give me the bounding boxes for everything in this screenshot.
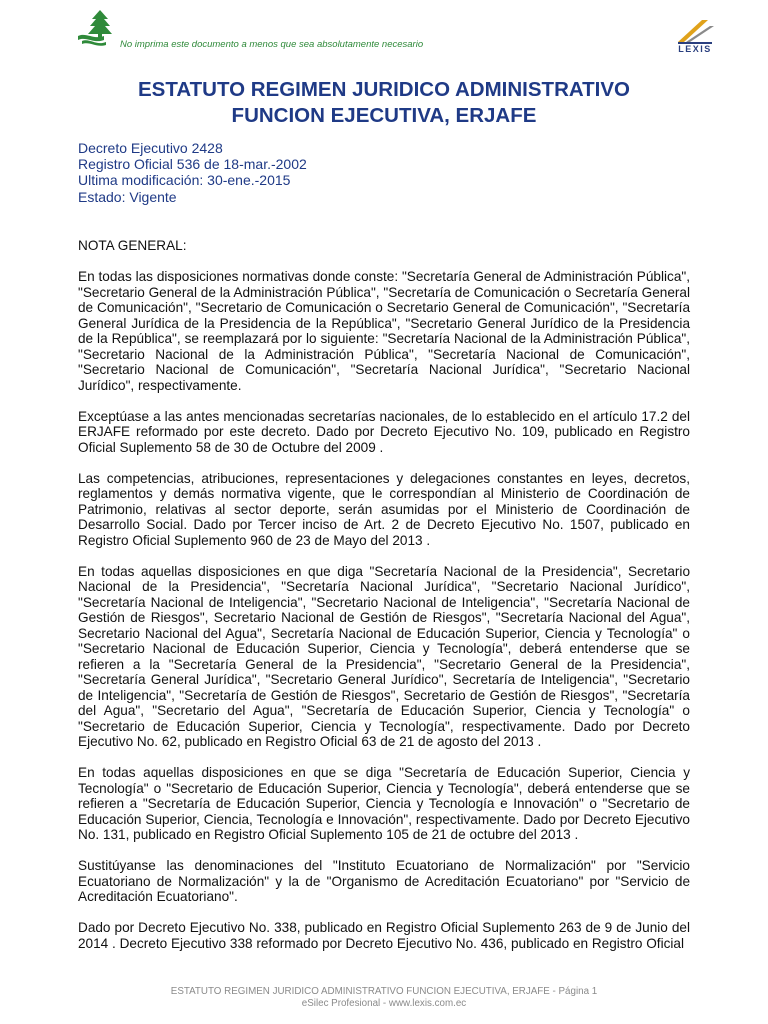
paragraph: En todas las disposiciones normativas donde conste: "Secretaría General de Administración Pública", "Secretario General de la Administración Pública", "Secretaría de Comunicación o Secretaría General de Comunicación", "Secretario de Comunicación o Secretario General de Comunicación", "Secretaría General Jurídica de la Presidencia de la República", "Secretario General Jurídico de la Presidencia de la República", se reemplazará por lo siguiente: "Secretaría Nacional de la Administración Pública", "Secretario Nacional de la Administración Pública", "Secretaría Nacional de Comunicación", "Secretario Nacional de Comunicación", "Secretaría Nacional Jurídica", "Secretario Nacional Jurídico", respectivamente. bbox=[78, 269, 690, 393]
paragraph: Exceptúase a las antes mencionadas secretarías nacionales, de lo establecido en el artículo 17.2 del ERJAFE reformado por este decreto. Dado por Decreto Ejecutivo No. 109, publicado en Registro Oficial Suplemento 58 de 30 de Octubre del 2009 . bbox=[78, 408, 690, 455]
lexis-brand: LEXIS bbox=[678, 44, 712, 54]
footer-source: eSilec Profesional - www.lexis.com.ec bbox=[301, 997, 467, 1009]
title-line-2: FUNCION EJECUTIVA, ERJAFE bbox=[231, 104, 537, 127]
paragraph: Sustitúyanse las denominaciones del "Instituto Ecuatoriano de Normalización" por "Servicio Ecuatoriano de Normalización" y la de "Organismo de Acreditación Ecuatoriano" por "Servicio de Acreditación Ecuatoriano". bbox=[78, 858, 690, 904]
footer-title: ESTATUTO REGIMEN JURIDICO ADMINISTRATIVO FUNCION EJECUTIVA, ERJAFE - Página 1 bbox=[170, 986, 598, 997]
print-notice: No imprima este documento a menos que sea absolutamente necesario bbox=[120, 39, 424, 50]
document-title bbox=[78, 77, 690, 129]
page-header bbox=[78, 10, 438, 52]
last-modified: Ultima modificación: 30-ene.-2015 bbox=[78, 172, 291, 189]
paragraph: En todas aquellas disposiciones en que diga "Secretaría Nacional de la Presidencia", Secretario Nacional de la Presidencia", "Secretaría Nacional Jurídica", "Secretario Nacional Jurídico", "Secretaría Nacional de Inteligencia", "Secretario Nacional de Inteligencia", "Secretaría Nacional de Gestión de Riesgos", Secretario Nacional de Gestión de Riesgos", "Secretaría Nacional del Agua", Secretario Nacional del Agua", Secretaría Nacional de Educación Superior, Ciencia y Tecnología" o "Secretario Nacional de Educación Superior, Ciencia y Tecnología", deberá entenderse que se refieren a la "Secretaría General de la Presidencia", "Secretario General de la Presidencia", "Secretaría General Jurídica", "Secretario General Jurídico", Secretaría de Inteligencia", "Secretario de Inteligencia", "Secretaría de Gestión de Riesgos", Secretario de Gestión de Riesgos", "Secretaría del Agua", "Secretario del Agua", "Secretaría de Educación Superior, Ciencia y Tecnología" o "Secretario de Educación Superior, Ciencia y Tecnología", respectivamente. Dado por Decreto Ejecutivo No. 62, publicado en Registro Oficial 63 de 21 de agosto del 2013 . bbox=[78, 563, 690, 749]
page-footer bbox=[0, 986, 768, 1009]
decree-number: Decreto Ejecutivo 2428 bbox=[78, 140, 223, 156]
document-body bbox=[78, 238, 690, 967]
registry-info: Registro Oficial 536 de 18-mar.-2002 bbox=[78, 156, 307, 173]
paragraph: Las competencias, atribuciones, representaciones y delegaciones constantes en leyes, decretos, reglamentos y demás normativa vigente, que le correspondían al Ministerio de Coordinación de Patrimonio, relativas al sector deporte, serán asumidas por el Ministerio de Coordinación de Desarrollo Social. Dado por Tercer inciso de Art. 2 de Decreto Ejecutivo No. 1507, publicado en Registro Oficial Suplemento 960 de 23 de Mayo del 2013 . bbox=[78, 470, 690, 548]
status: Estado: Vigente bbox=[78, 188, 177, 205]
section-heading: NOTA GENERAL: bbox=[78, 238, 187, 253]
tree-icon bbox=[78, 10, 114, 48]
document-metadata bbox=[78, 140, 307, 205]
paragraph: En todas aquellas disposiciones en que se diga "Secretaría de Educación Superior, Ciencia y Tecnología" o "Secretario de Educación Superior, Ciencia y Tecnología", deberá entenderse que se refieren a "Secretaría de Educación Superior, Ciencia y Tecnología e Innovación" o "Secretario de Educación Superior, Ciencia, Tecnología e Innovación", respectivamente. Dado por Decreto Ejecutivo No. 131, publicado en Registro Oficial Suplemento 105 de 21 de octubre del 2013 . bbox=[78, 765, 690, 842]
paragraph: Dado por Decreto Ejecutivo No. 338, publicado en Registro Oficial Suplemento 263 de 9 de Junio del 2014 . Decreto Ejecutivo 338 reformado por Decreto Ejecutivo No. 436, publicado en Registro Oficial bbox=[78, 920, 690, 951]
title-line-1: ESTATUTO REGIMEN JURIDICO ADMINISTRATIVO bbox=[137, 78, 630, 101]
